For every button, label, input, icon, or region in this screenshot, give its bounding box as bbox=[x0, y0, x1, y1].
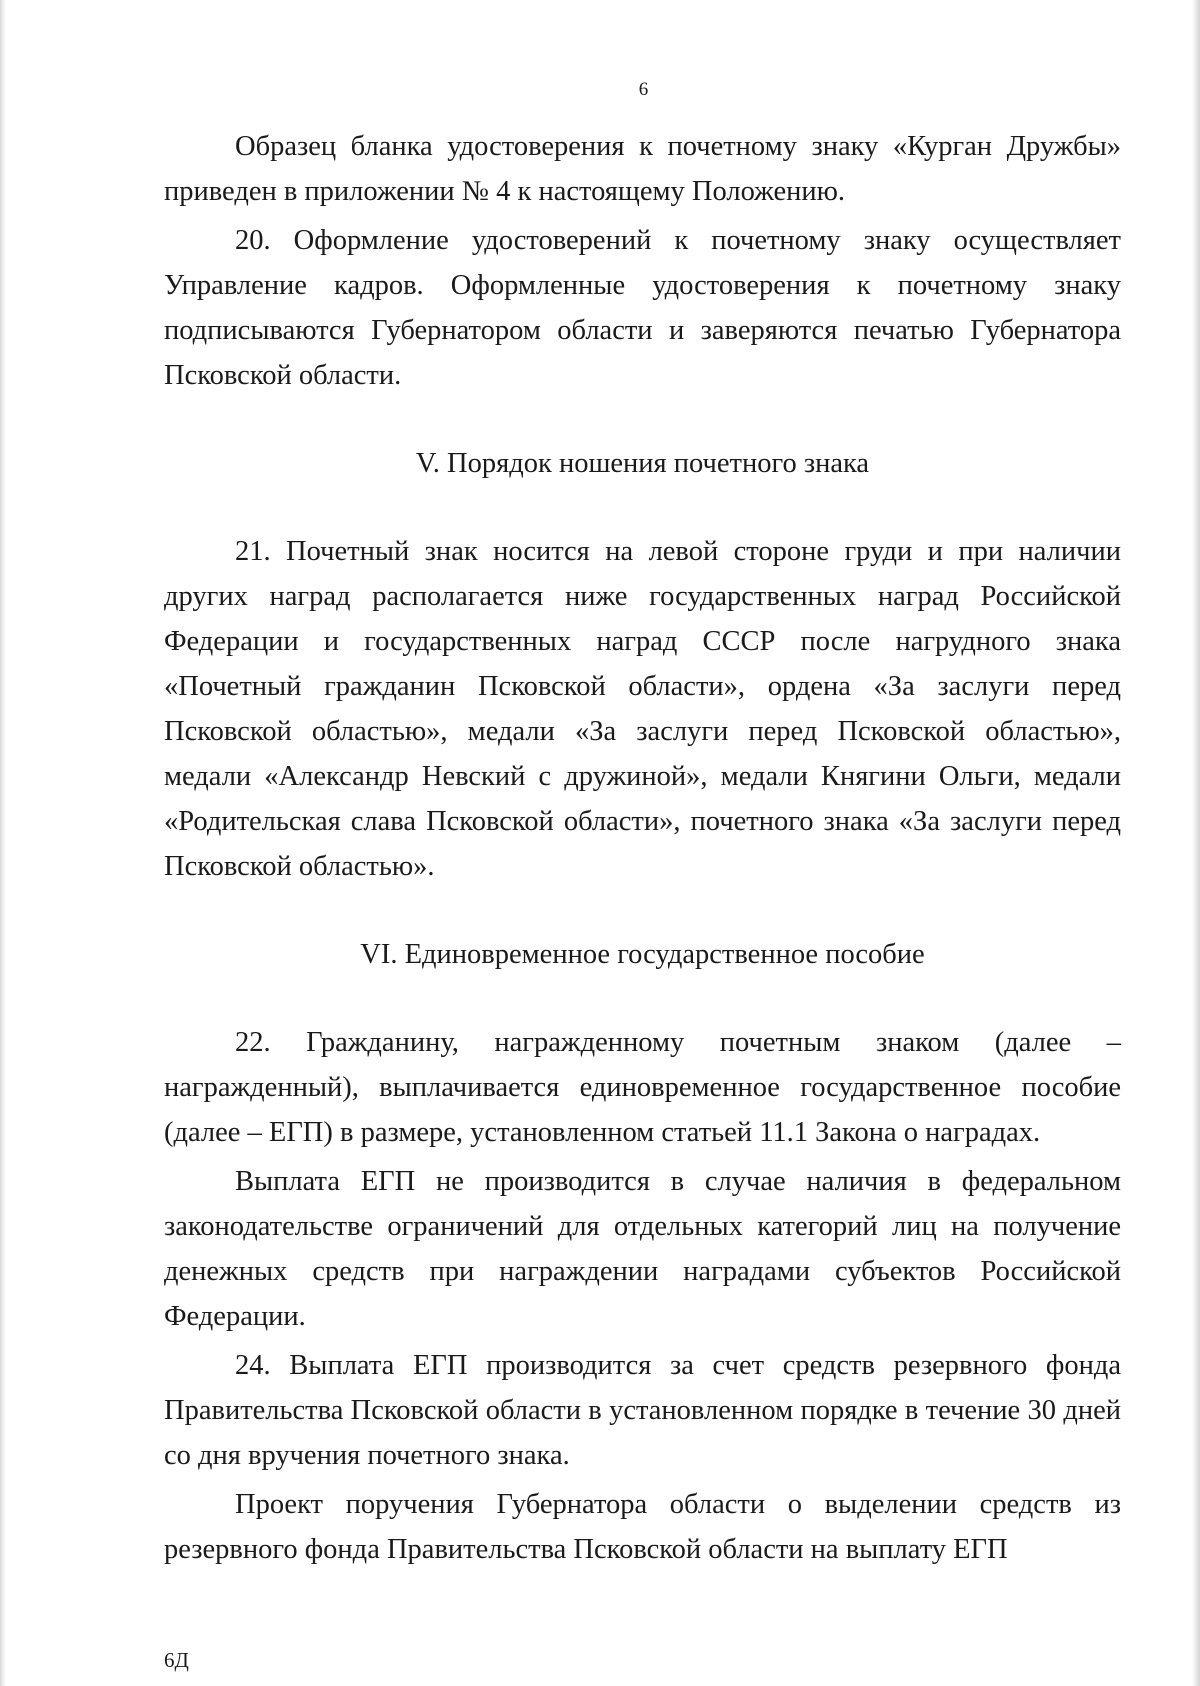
footer-code: 6Д bbox=[164, 1648, 189, 1672]
scan-edge-right bbox=[1192, 0, 1200, 1686]
paragraph-20: 20. Оформление удостоверений к почетному знаку осуществляет Управление кадров. Оформленные удостоверения к почетному знаку подписываются Губернатором области и заверяются печатью Губернатора Псковской области. bbox=[164, 225, 1121, 391]
paragraph-22: 22. Гражданину, награжденному почетным знаком (далее – награжденный), выплачивается единовременное государственное пособие (далее – ЕГП) в размере, установленном статьей 11.1 Закона о наградах. bbox=[164, 1027, 1121, 1148]
paragraph-egp-exception: Выплата ЕГП не производится в случае наличия в федеральном законодательстве ограничений для отдельных категорий лиц на получение денежных средств при награждении наградами субъектов Российской Федерации. bbox=[164, 1166, 1121, 1332]
paragraph-certificate-form: Образец бланка удостоверения к почетному знаку «Курган Дружбы» приведен в приложении № 4 к настоящему Положению. bbox=[164, 131, 1121, 207]
page-number: 6 bbox=[638, 79, 649, 100]
section-heading-v: V. Порядок ношения почетного знака bbox=[415, 448, 870, 479]
paragraph-21: 21. Почетный знак носится на левой стороне груди и при наличии других наград располагается ниже государственных наград Российской Федерации и государственных наград СССР после нагрудного знака «Почетный гражданин Псковской области», ордена «За заслуги перед Псковской областью», медали «За заслуги перед Псковской областью», медали «Александр Невский с дружиной», медали Княгини Ольги, медали «Родительская слава Псковской области», почетного знака «За заслуги перед Псковской областью». bbox=[164, 536, 1121, 882]
document-body bbox=[164, 124, 1121, 1572]
paragraph-governor-order: Проект поручения Губернатора области о выделении средств из резервного фонда Правительства Псковской области на выплату ЕГП bbox=[164, 1489, 1121, 1565]
paragraph-24: 24. Выплата ЕГП производится за счет средств резервного фонда Правительства Псковской области в установленном порядке в течение 30 дней со дня вручения почетного знака. bbox=[164, 1350, 1121, 1471]
section-heading-vi: VI. Единовременное государственное пособие bbox=[360, 939, 925, 970]
scan-edge-left bbox=[0, 0, 6, 1686]
